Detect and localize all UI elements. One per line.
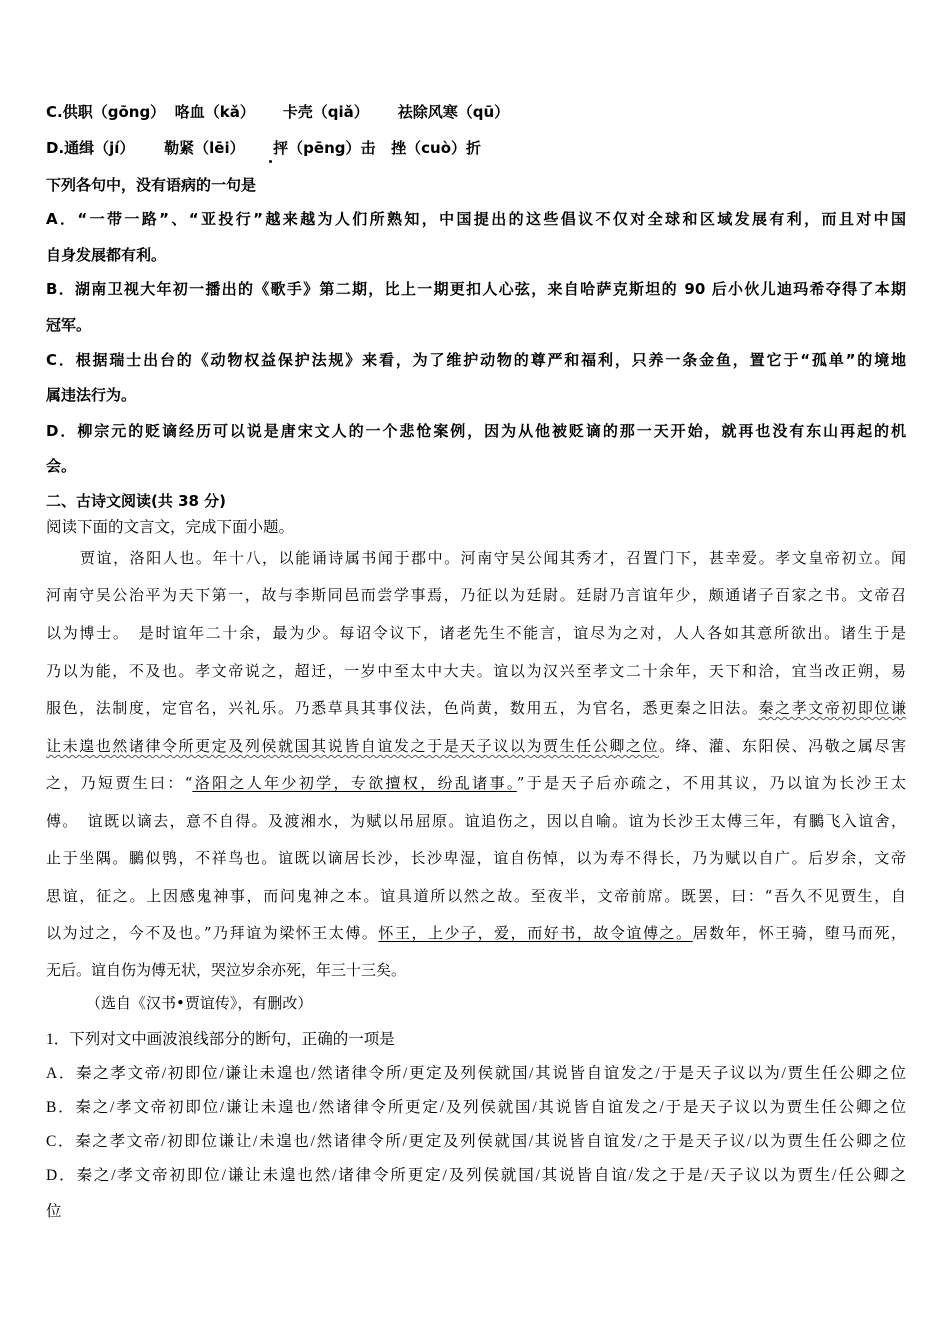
passage-line-8: 傅。 谊既以谪去，意不自得。及渡湘水，为赋以吊屈原。谊追伤之，因以自喻。谊为长沙王太傅三年，有鵩飞入谊舍， (46, 812, 906, 830)
question-1-option-a: A．秦之孝文帝/初即位/谦让未遑也/然诸律令所/更定及列侯就国/其说皆自谊发之/于是天子议以为/贾生任公卿之位 (46, 1065, 906, 1082)
grammar-option-c-line2: 属违法行为。 (46, 386, 137, 404)
passage-line-5: 服色，法制度，定官名，兴礼乐。乃悉草具其事仪法，色尚黄，数用五，为官名，悉更秦之旧法。秦之孝文帝初即位谦 (46, 699, 906, 717)
underlined-text: 怀王，上少子，爱，而好书，故令谊傅之。 (378, 924, 693, 942)
passage-line-11: 以为过之，今不及也。”乃拜谊为梁怀王太傅。怀王，上少子，爱，而好书，故令谊傅之。居数年，怀王骑，堕马而死， (46, 924, 906, 942)
wavy-underlined-text: 秦之孝文帝初即位谦 (758, 699, 906, 717)
section-title: 二、古诗文阅读(共 38 分) (46, 492, 227, 510)
question-1-stem: 1．下列对文中画波浪线部分的断句，正确的一项是 (46, 1031, 395, 1048)
question-1-option-b: B．秦之/孝文帝初即位/谦让未遑也/然诸律令所更定/及列侯就国/其说皆自谊发之/于是天子议以为贾生任公卿之位 (46, 1099, 906, 1116)
passage-line-12: 无后。谊自伤为傅无状，哭泣岁余亦死，年三十三矣。 (46, 961, 407, 979)
question-1-option-d-line2: 位 (46, 1203, 62, 1220)
passage-line-10: 思谊，征之。上因感鬼神事，而问鬼神之本。谊具道所以然之故。至夜半，文帝前席。既罢，曰：“吾久不见贾生，自 (46, 887, 906, 905)
passage-line-2: 河南守吴公治平为天下第一，故与李斯同邑而尝学事焉，乃征以为廷尉。廷尉乃言谊年少，颇通诸子百家之书。文帝召 (46, 586, 906, 604)
passage-source: （选自《汉书•贾谊传》，有删改） (86, 994, 313, 1012)
grammar-option-d-line2: 会。 (46, 457, 77, 475)
option-c-pinyin: C.供职（gōng） 咯血（kǎ） 卡壳（qiǎ） 祛除风寒（qū） (46, 103, 510, 121)
grammar-option-a-line2: 自身发展都有利。 (46, 246, 167, 264)
passage-line-1: 贾谊，洛阳人也。年十八，以能诵诗属书闻于郡中。河南守吴公闻其秀才，召置门下，甚幸爱。孝文皇帝初立。闻 (80, 549, 906, 567)
grammar-option-b-line1: B．湖南卫视大年初一播出的《歌手》第二期，比上一期更扣人心弦，来自哈萨克斯坦的 90 后小伙儿迪玛希夺得了本期 (46, 280, 906, 298)
passage-line-4: 乃以为能，不及也。孝文帝说之，超迁，一岁中至太中大夫。谊以为汉兴至孝文二十余年，天下和洽，宜当改正朔，易 (46, 662, 906, 680)
passage-line-3: 以为博士。 是时谊年二十余，最为少。每诏令议下，诸老先生不能言，谊尽为之对，人人各如其意所欲出。诸生于是 (46, 624, 906, 642)
grammar-option-a-line1: A．“一带一路”、“亚投行”越来越为人们所熟知，中国提出的这些倡议不仅对全球和区域发展有利，而且对中国 (46, 210, 906, 228)
grammar-option-d-line1: D．柳宗元的贬谪经历可以说是唐宋文人的一个悲怆案例，因为从他被贬谪的那一天开始，就再也没有东山再起的机 (46, 422, 906, 440)
passage-line-9: 止于坐隅。鵩似鸮，不祥鸟也。谊既以谪居长沙，长沙卑湿，谊自伤悼，以为寿不得长，乃为赋以自广。后岁余，文帝 (46, 849, 906, 867)
passage-line-7: 之，乃短贾生曰：“洛阳之人年少初学，专欲擅权，纷乱诸事。”于是天子后亦疏之，不用其议，乃以谊为长沙王太 (46, 774, 906, 792)
question-1-option-d-line1: D．秦之/孝文帝初即位/谦让未遑也然/诸律令所更定/及列侯就国/其说皆自谊/发之于是/天子议以为贾生/任公卿之 (46, 1167, 906, 1184)
grammar-question-stem: 下列各句中，没有语病的一句是 (46, 176, 257, 194)
underlined-text: 洛阳之人年少初学，专欲擅权，纷乱诸事。 (192, 774, 517, 792)
wavy-underlined-text: 让未遑也然诸律令所更定及列侯就国其说皆自谊发之于是天子议以为贾生任公卿之位 (46, 737, 660, 755)
option-d-pinyin: D.通缉（jí） 勒紧（lēi） 抨（pēng）击 挫（cuò）折 (46, 139, 482, 157)
grammar-option-c-line1: C．根据瑞士出台的《动物权益保护法规》来看，为了维护动物的尊严和福利，只养一条金鱼，置它于“孤单”的境地 (46, 351, 906, 369)
passage-line-6: 让未遑也然诸律令所更定及列侯就国其说皆自谊发之于是天子议以为贾生任公卿之位。绛、灌、东阳侯、冯敬之属尽害 (46, 737, 906, 755)
grammar-option-b-line2: 冠军。 (46, 316, 92, 334)
section-instruction: 阅读下面的文言文，完成下面小题。 (46, 519, 295, 536)
question-1-option-c: C．秦之孝文帝/初即位谦让/未遑也/然诸律令所/更定及列侯就国/其说皆自谊发/之于是天子议/以为贾生任公卿之位 (46, 1133, 906, 1150)
